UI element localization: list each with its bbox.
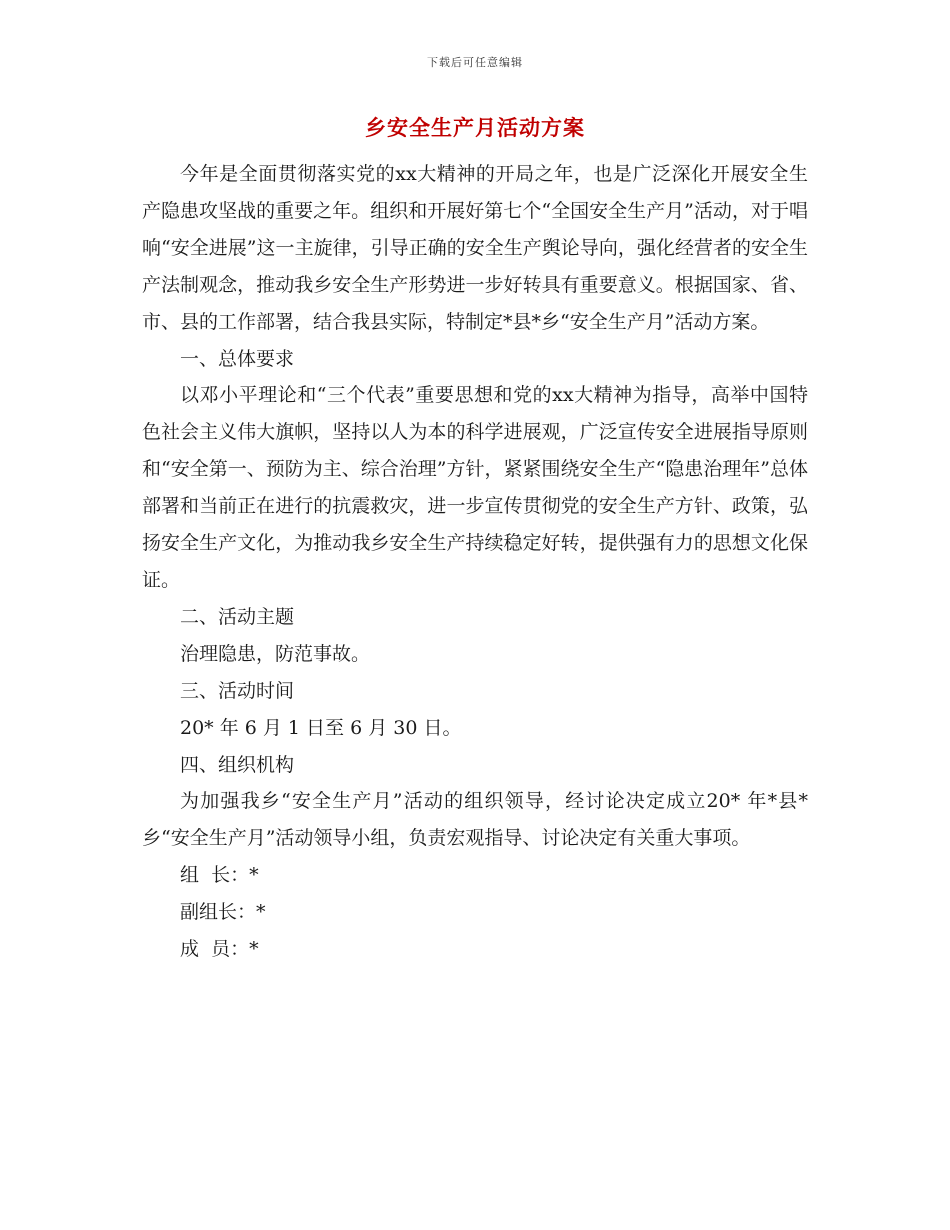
page-header-note: 下载后可任意编辑	[427, 56, 523, 69]
overall-requirements-paragraph: 以邓小平理论和“三个代表”重要思想和党的xx大精神为指导，高举中国特色社会主义伟大旗帜，坚持以人为本的科学进展观，广泛宣传安全进展指导原则和“安全第一、预防为主、综合治理”方针，紧紧围绕安全生产“隐患治理年”总体部署和当前正在进行的抗震救灾，进一步宣传贯彻党的安全生产方针、政策，弘扬安全生产文化，为推动我乡安全生产持续稳定好转，提供强有力的思想文化保证。	[142, 384, 808, 591]
section-heading-organization: 四、组织机构	[180, 753, 295, 776]
deputy-leader-line: 副组长：*	[180, 901, 266, 924]
activity-theme-paragraph: 治理隐患，防范事故。	[180, 642, 371, 665]
document-body	[142, 156, 808, 968]
section-heading-activity-theme: 二、活动主题	[180, 605, 295, 628]
section-heading-overall-requirements: 一、总体要求	[180, 347, 295, 370]
activity-time-paragraph: 20* 年 6 月 1 日至 6 月 30 日。	[180, 716, 462, 739]
document-title: 乡安全生产月活动方案	[365, 115, 585, 140]
section-heading-activity-time: 三、活动时间	[180, 679, 295, 702]
intro-paragraph: 今年是全面贯彻落实党的xx大精神的开局之年，也是广泛深化开展安全生产隐患攻坚战的重要之年。组织和开展好第七个“全国安全生产月”活动，对于唱响“安全进展”这一主旋律，引导正确的安全生产舆论导向，强化经营者的安全生产法制观念，推动我乡安全生产形势进一步好转具有重要意义。根据国家、省、市、县的工作部署，结合我县实际，特制定*县*乡“安全生产月”活动方案。	[142, 163, 808, 333]
group-leader-line: 组 长：*	[180, 864, 259, 887]
members-line: 成 员：*	[180, 938, 259, 961]
organization-paragraph: 为加强我乡“安全生产月”活动的组织领导，经讨论决定成立20* 年*县*乡“安全生产月”活动领导小组，负责宏观指导、讨论决定有关重大事项。	[142, 790, 808, 850]
